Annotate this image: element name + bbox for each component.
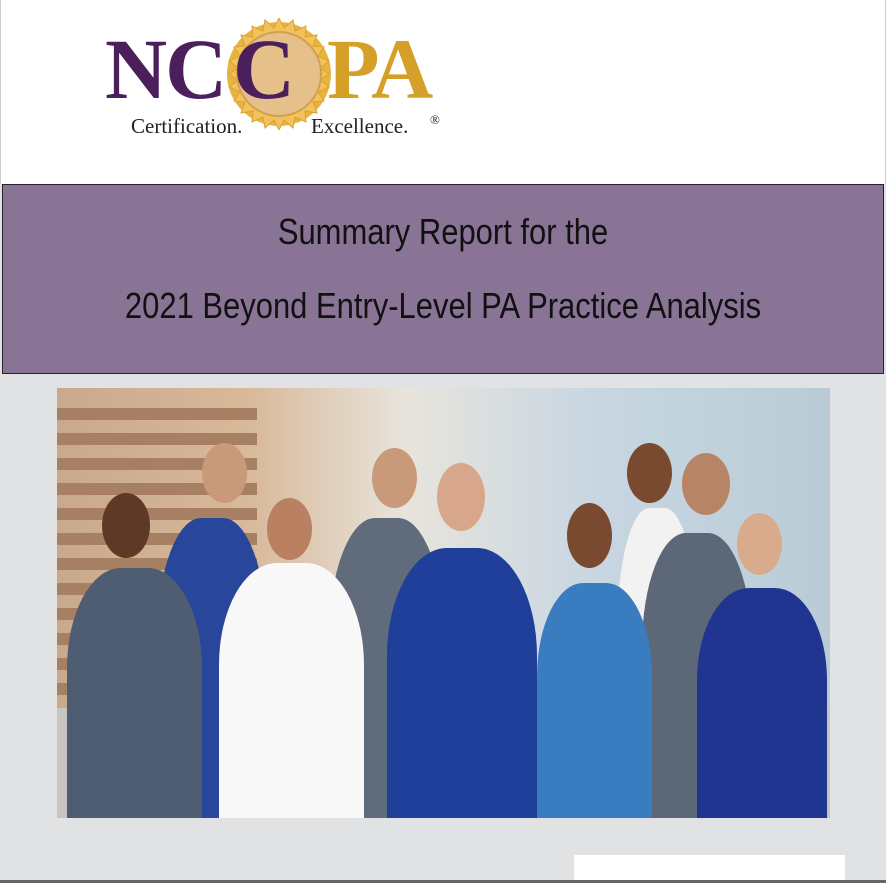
logo-tagline-certification: Certification. (131, 114, 243, 138)
logo-letters-pa: PA (327, 21, 432, 117)
report-title-line2: 2021 Beyond Entry-Level PA Practice Analysis (124, 285, 762, 326)
cover-photo (57, 388, 830, 818)
nccpa-logo (105, 18, 455, 143)
blank-box (574, 855, 845, 883)
header-area (0, 0, 886, 184)
logo-letters-nc: NC (105, 21, 226, 117)
registered-mark: ® (430, 112, 440, 127)
logo-tagline-excellence: Excellence. (311, 114, 409, 138)
logo-letter-c: C (233, 21, 294, 117)
title-banner (2, 184, 884, 374)
report-title-line1: Summary Report for the (277, 211, 609, 252)
